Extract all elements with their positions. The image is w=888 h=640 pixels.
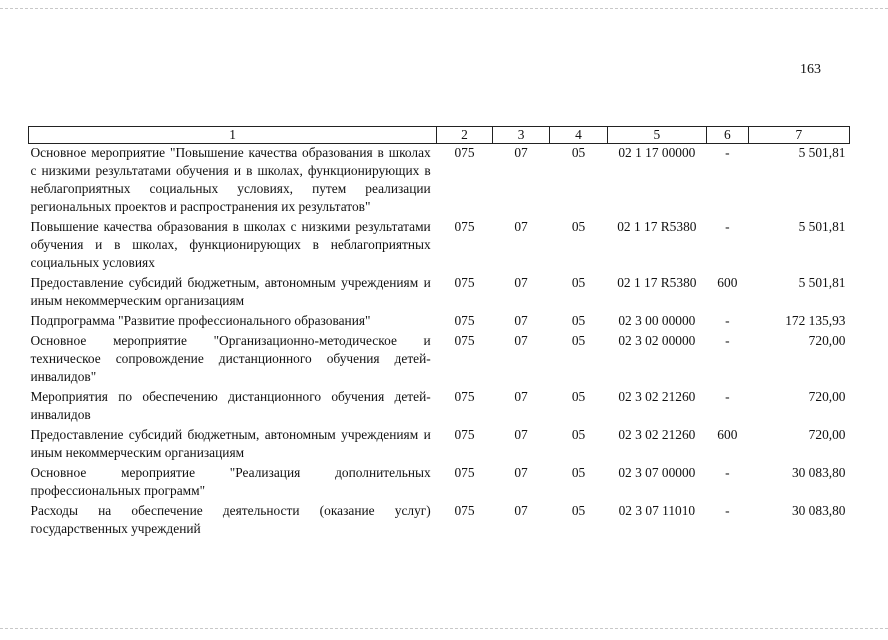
ministry-code-cell: 075 [454,465,475,480]
expense-type-cell: 600 [717,275,738,290]
expense-type-cell: - [725,219,730,234]
ministry-code-cell: 075 [454,427,475,442]
page-number: 163 [800,62,821,77]
expense-type-cell: - [725,503,730,518]
table-row [29,144,850,219]
target-item-cell: 02 1 17 R5380 [617,219,697,234]
scan-edge-top [0,8,888,10]
target-item-cell: 02 1 17 00000 [618,145,696,160]
target-item-cell: 02 3 02 00000 [618,333,696,348]
section-code-cell: 07 [514,333,528,348]
row-name-cell: Предоставление субсидий бюджетным, автономным учреждениям и иным некоммерческим организациям [30,275,431,308]
expense-type-cell: - [725,313,730,328]
table-row [29,426,850,464]
subsection-code-cell: 05 [571,333,586,348]
table-row [29,218,850,274]
subsection-code-cell: 05 [571,275,586,290]
subsection-code-cell: 05 [571,503,586,518]
column-header: 4 [550,127,607,144]
row-name-cell: Основное мероприятие "Реализация дополнительных профессиональных программ" [30,465,431,498]
target-item-cell: 02 3 02 21260 [618,427,696,442]
ministry-code-cell: 075 [454,333,475,348]
column-number-row [29,127,850,144]
expense-type-cell: - [725,333,730,348]
table-row [29,464,850,502]
table-row [29,312,850,332]
section-code-cell: 07 [514,219,528,234]
expense-type-cell: - [725,145,730,160]
target-item-cell: 02 1 17 R5380 [617,275,697,290]
expense-type-cell: 600 [717,427,738,442]
table-row [29,388,850,426]
subsection-code-cell: 05 [571,389,586,404]
amount-cell: 720,00 [808,333,846,348]
amount-cell: 720,00 [808,389,846,404]
ministry-code-cell: 075 [454,313,475,328]
subsection-code-cell: 05 [571,219,586,234]
column-header: 6 [706,127,748,144]
section-code-cell: 07 [514,465,528,480]
ministry-code-cell: 075 [454,503,475,518]
row-name-cell: Расходы на обеспечение деятельности (оказание услуг) государственных учреждений [30,503,431,536]
expense-type-cell: - [725,389,730,404]
section-code-cell: 07 [514,313,528,328]
target-item-cell: 02 3 07 00000 [618,465,696,480]
scan-edge-bottom [0,628,888,630]
column-header: 3 [492,127,549,144]
subsection-code-cell: 05 [571,427,586,442]
ministry-code-cell: 075 [454,275,475,290]
section-code-cell: 07 [514,389,528,404]
amount-cell: 30 083,80 [791,503,846,518]
subsection-code-cell: 05 [571,465,586,480]
table-row [29,502,850,540]
budget-table [28,126,850,540]
amount-cell: 5 501,81 [798,275,846,290]
subsection-code-cell: 05 [571,313,586,328]
amount-cell: 5 501,81 [798,219,846,234]
target-item-cell: 02 3 07 11010 [618,503,696,518]
section-code-cell: 07 [514,145,528,160]
section-code-cell: 07 [514,275,528,290]
table-row [29,274,850,312]
amount-cell: 720,00 [808,427,846,442]
row-name-cell: Подпрограмма "Развитие профессионального образования" [30,313,371,328]
ministry-code-cell: 075 [454,219,475,234]
target-item-cell: 02 3 02 21260 [618,389,696,404]
table-row [29,332,850,388]
column-header: 5 [607,127,706,144]
row-name-cell: Основное мероприятие "Повышение качества образования в школах с низкими результатами обучения и в школах, функционирующих в неблагоприятных социальных условиях, путем реализации региональных проектов и распространения их результатов" [30,145,431,214]
ministry-code-cell: 075 [454,145,475,160]
target-item-cell: 02 3 00 00000 [618,313,696,328]
row-name-cell: Основное мероприятие "Организационно-методическое и техническое сопровождение дистанционного обучения детей-инвалидов" [30,333,431,384]
section-code-cell: 07 [514,427,528,442]
expense-type-cell: - [725,465,730,480]
row-name-cell: Мероприятия по обеспечению дистанционного обучения детей-инвалидов [30,389,431,422]
column-header: 1 [29,127,437,144]
subsection-code-cell: 05 [571,145,586,160]
amount-cell: 5 501,81 [798,145,846,160]
column-header: 7 [748,127,849,144]
column-header: 2 [437,127,493,144]
row-name-cell: Предоставление субсидий бюджетным, автономным учреждениям и иным некоммерческим организациям [30,427,431,460]
ministry-code-cell: 075 [454,389,475,404]
amount-cell: 30 083,80 [791,465,846,480]
section-code-cell: 07 [514,503,528,518]
amount-cell: 172 135,93 [785,313,846,328]
row-name-cell: Повышение качества образования в школах с низкими результатами обучения и в школах, функционирующих в неблагоприятных социальных условиях [30,219,431,270]
